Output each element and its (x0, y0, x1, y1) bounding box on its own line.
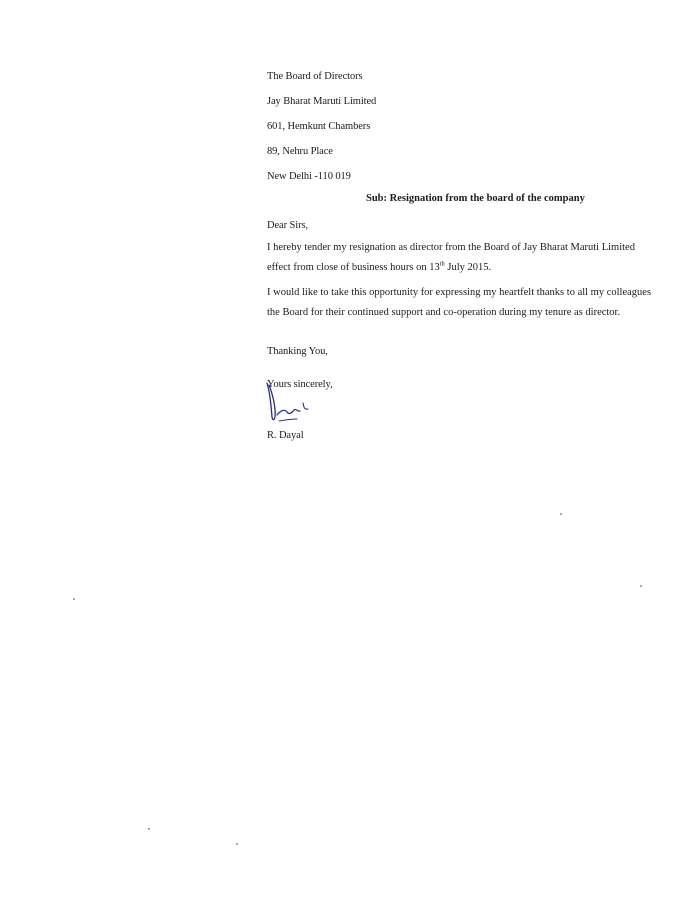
address-line-building: 601, Hemkunt Chambers (267, 121, 371, 132)
closing-sincerely: Yours sincerely, (267, 379, 333, 390)
subject-line: Sub: Resignation from the board of the company (366, 193, 585, 204)
scan-speck (560, 513, 562, 515)
salutation: Dear Sirs, (267, 220, 308, 231)
thanks-paragraph (267, 283, 685, 323)
scan-speck (640, 585, 642, 587)
address-line-company: Jay Bharat Maruti Limited (267, 96, 377, 107)
handwritten-signature (259, 379, 329, 429)
thanks-paragraph-line-2: the Board for their continued support and co-operation during my tenure as director. (267, 307, 621, 318)
date-ordinal-suffix: th (439, 260, 445, 268)
address-line-recipient: The Board of Directors (267, 71, 363, 82)
address-line-city: New Delhi -110 019 (267, 171, 351, 182)
signer-name: R. Dayal (267, 430, 304, 441)
scan-speck (236, 843, 238, 845)
address-line-street: 89, Nehru Place (267, 146, 333, 157)
effective-date-text: July 2015. (444, 262, 492, 273)
resignation-paragraph-line-1: I hereby tender my resignation as director from the Board of Jay Bharat Maruti Limited (267, 242, 635, 253)
closing-thanking: Thanking You, (267, 346, 328, 357)
resignation-paragraph (267, 238, 685, 278)
effective-text: effect from close of business hours on 13 (267, 262, 440, 273)
scan-speck (148, 828, 150, 830)
thanks-paragraph-line-1: I would like to take this opportunity for expressing my heartfelt thanks to all my colleagues (267, 287, 652, 298)
scan-speck (73, 598, 75, 600)
resignation-paragraph-line-2 (267, 258, 685, 278)
